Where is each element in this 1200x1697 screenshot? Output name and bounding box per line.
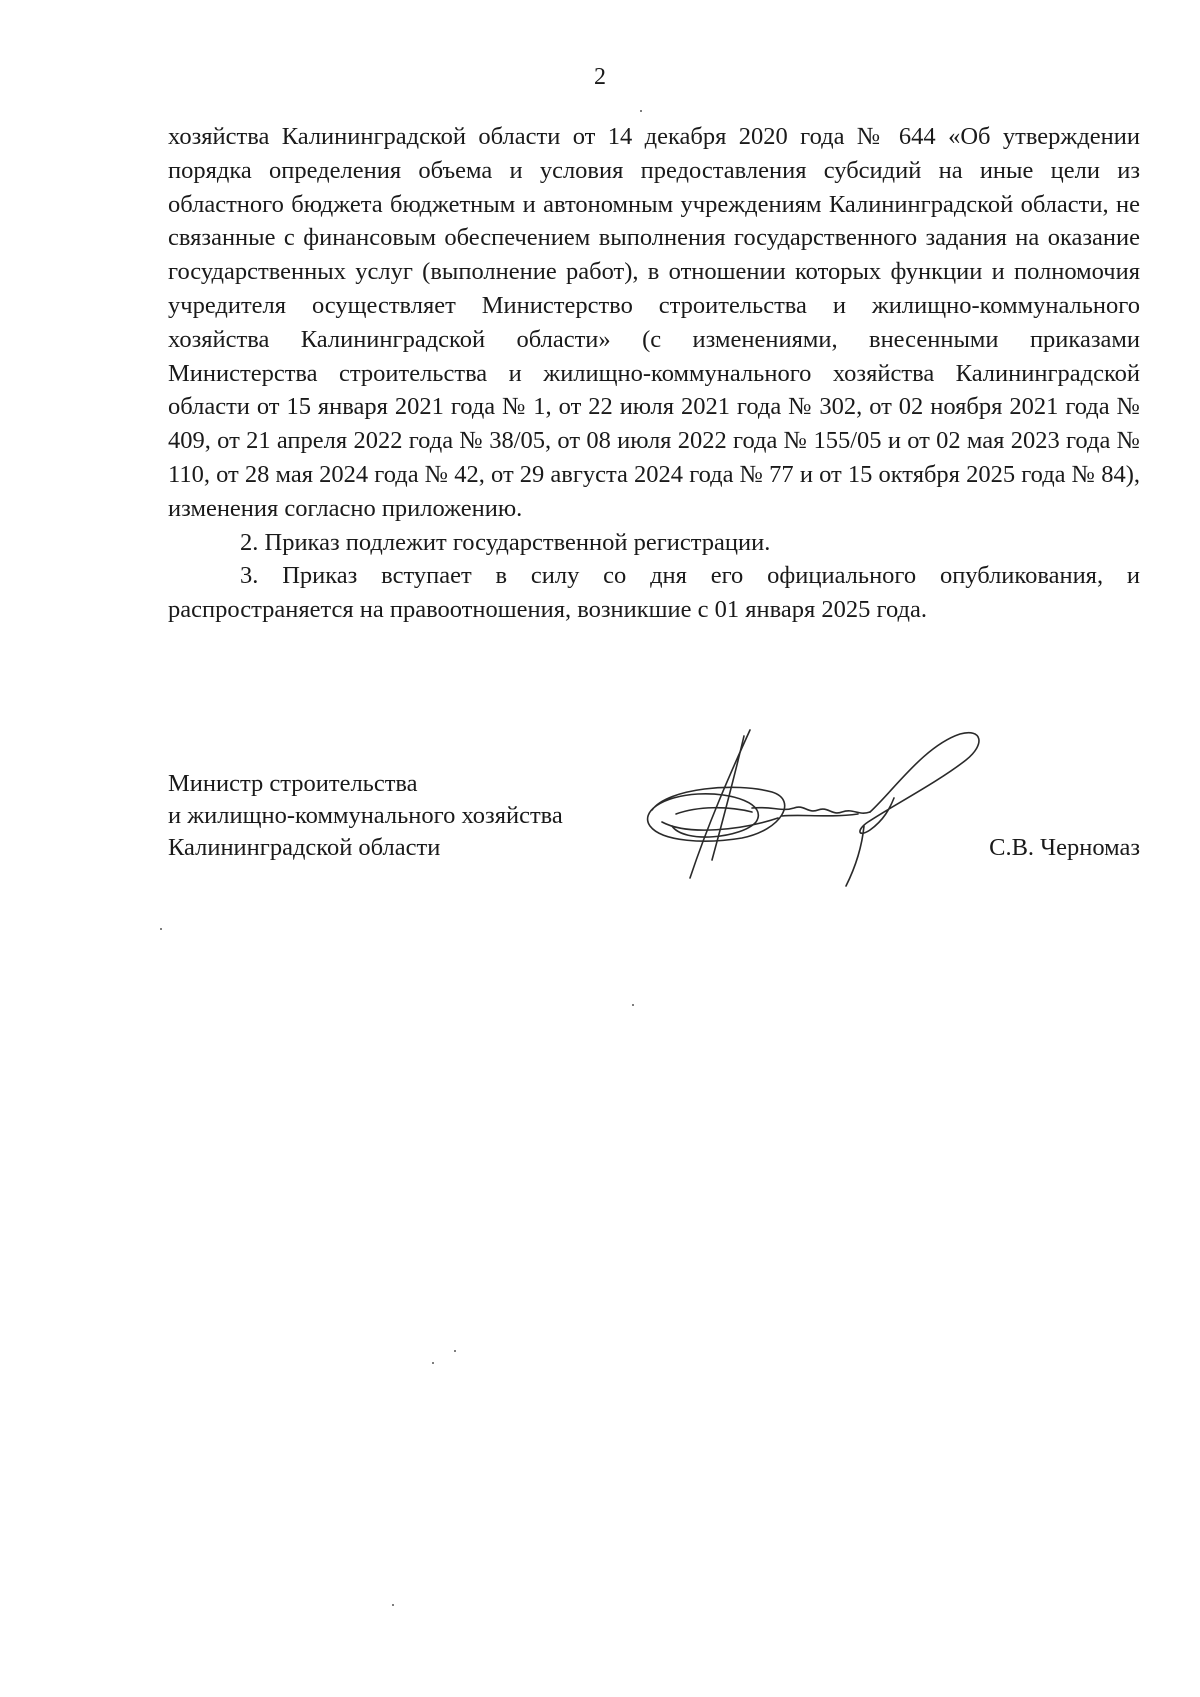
scan-speck [640,110,642,112]
scan-speck [432,1362,434,1364]
position-line: Министр строительства [168,770,418,797]
position-line: Калининградской области [168,834,441,861]
paragraph-registration: 2. Приказ подлежит государственной регистрации. [240,528,771,556]
scan-speck [454,1350,456,1352]
signer-name: С.В. Черномаз [989,834,1140,861]
paragraph-effective-date: 3. Приказ вступает в силу со дня его официального опубликования, и распространяется на правоотношения, возникшие с 01 января 2025 года. [168,562,1140,624]
paragraph-continuation: хозяйства Калининградской области от 14 декабря 2020 года № 644 «Об утверждении порядка определения объема и условия предоставления субсидий на иные цели из областного бюджета бюджетным и автономным учреждениям Калининградской области, не связанные с финансовым обеспечением выполнения государственного задания на оказание государственных услуг (выполнение работ), в отношении которых функции и полномочия учредителя осуществляет Министерство строительства и жилищно-коммунального хозяйства Калининградской области» (с изменениями, внесенными приказами Министерства строительства и жилищно-коммунального хозяйства Калининградской области от 15 января 2021 года № 1, от 22 июля 2021 года № 302, от 02 ноября 2021 года № 409, от 21 апреля 2022 года № 38/05, от 08 июля 2022 года № 155/05 и от 02 мая 2023 года № 110, от 28 мая 2024 года № 42, от 29 августа 2024 года № 77 и от 15 октября 2025 года № 84), изменения согласно приложению. [168,123,1140,522]
scan-speck [160,928,162,930]
signatory-position [168,768,563,864]
scan-speck [632,1004,634,1006]
handwritten-signature [632,726,1032,906]
page-number: 2 [594,64,606,90]
position-line: и жилищно-коммунального хозяйства [168,802,563,829]
document-body [168,120,1140,627]
scan-speck [392,1604,394,1606]
